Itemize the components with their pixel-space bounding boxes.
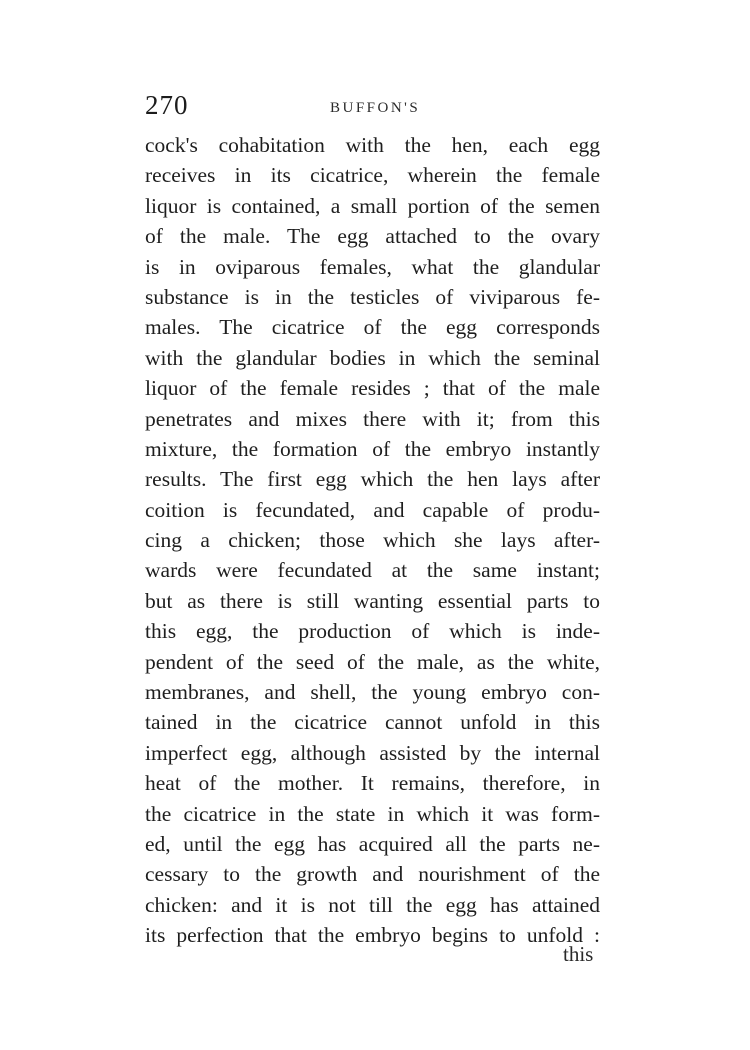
text-line: tained in the cicatrice cannot unfold in this bbox=[145, 710, 600, 735]
text-line: cock's cohabitation with the hen, each egg bbox=[145, 133, 600, 157]
running-head: BUFFON'S bbox=[330, 100, 421, 116]
text-line: mixture, the formation of the embryo instantly bbox=[145, 436, 600, 461]
text-line: imperfect egg, although assisted by the internal bbox=[145, 740, 600, 765]
text-line: chicken: and it is not till the egg has attained bbox=[145, 892, 600, 917]
text-line: ed, until the egg has acquired all the parts ne- bbox=[145, 831, 600, 856]
text-line: its perfection that the embryo begins to unfold : bbox=[145, 923, 600, 948]
text-line: results. The first egg which the hen lays after bbox=[145, 467, 600, 492]
text-line: cessary to the growth and nourishment of the bbox=[145, 862, 600, 887]
text-line: cing a chicken; those which she lays after- bbox=[145, 528, 600, 553]
text-line: penetrates and mixes there with it; from this bbox=[145, 406, 600, 431]
text-line: heat of the mother. It remains, therefore, in bbox=[145, 771, 600, 796]
text-line: liquor of the female resides ; that of the male bbox=[145, 376, 600, 401]
text-line: the cicatrice in the state in which it was form- bbox=[145, 801, 600, 826]
body-text bbox=[145, 130, 600, 951]
text-line: receives in its cicatrice, wherein the female bbox=[145, 163, 600, 188]
text-line: substance is in the testicles of viviparous fe- bbox=[145, 284, 600, 309]
text-line: but as there is still wanting essential parts to bbox=[145, 588, 600, 613]
text-line: males. The cicatrice of the egg corresponds bbox=[145, 315, 600, 340]
catchword: this bbox=[563, 942, 594, 966]
text-line: pendent of the seed of the male, as the white, bbox=[145, 649, 600, 674]
page-number: 270 bbox=[145, 90, 189, 120]
text-line: membranes, and shell, the young embryo con- bbox=[145, 680, 600, 705]
text-line: liquor is contained, a small portion of the semen bbox=[145, 193, 600, 218]
text-line: is in oviparous females, what the glandular bbox=[145, 254, 600, 279]
text-line: this egg, the production of which is inde- bbox=[145, 619, 600, 644]
page-header bbox=[145, 90, 605, 130]
text-line: with the glandular bodies in which the seminal bbox=[145, 345, 600, 370]
text-line: wards were fecundated at the same instant; bbox=[145, 558, 600, 583]
text-line: coition is fecundated, and capable of produ- bbox=[145, 497, 600, 522]
text-line: of the male. The egg attached to the ovary bbox=[145, 224, 600, 249]
